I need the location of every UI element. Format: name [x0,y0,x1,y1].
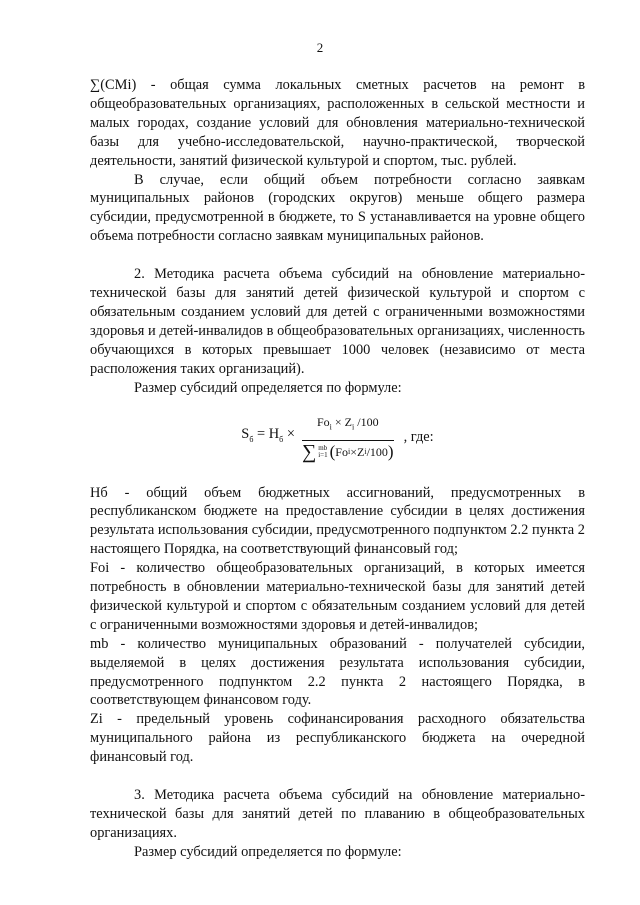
page-number: 2 [316,40,324,55]
paragraph-limit-note: В случае, если общий объем потребности согласно заявкам муниципальных районов (городских округов) меньше общего размера субсидии, предусмотренной в бюджете, то S устанавливается на уровне общего объема потребности согласно заявкам муниципальных районов. [90,171,585,245]
formula-denominator [302,441,394,462]
section-2-heading: 2. Методика расчета объема субсидий на обновление материально-технической базы для занятий детей физической культурой и спортом с обязательным созданием условий для детей с ограниченными возможностями здоровья и детей-инвалидов в общеобразовательных организациях, численность обучающихся в которых превышает 1000 человек (независимо от места расположения таких организаций). [90,266,585,377]
formula-times: × [286,426,295,443]
definition-zi: Zi - предельный уровень софинансирования расходного обязательства муниципального района из республиканского бюджета на очередной финансовый год. [90,711,585,766]
num-fo: Fo [316,415,330,430]
definition-cmi: ∑(СМi) - общая сумма локальных сметных расчетов на ремонт в общеобразовательных организациях, расположенных в сельской местности и малых городах, создание условий для обновления материально-технической базы для учебно-исследовательской, научно-практической, творческой деятельности, занятий физической культурой и спортом, тыс. рублей. [90,77,585,169]
den-fo-sub: i [347,446,351,456]
definition-foi: Foi - количество общеобразовательных организаций, в которых имеется потребность в обновлении материально-технической базы для занятий детей физической культурой и спортом с обязательным созданием условий для детей с ограниченными возможностями здоровья и детей-инвалидов; [90,560,585,633]
num-z-sub: i [352,422,355,432]
formula-h-sub: б [279,434,284,444]
formula-subsidy-sb [90,412,585,464]
paren-open: ( [329,441,336,461]
definition-nb: Нб - общий объем бюджетных ассигнований, предусмотренных в республиканском бюджете на предоставление субсидии в целях достижения результата использования субсидии, предусмотренного подпунктом 2.2 пункта 2 настоящего Порядка, на соответствующий финансовый год; [90,484,585,558]
section-3-heading: 3. Методика расчета объема субсидий на обновление материально-технической базы для занятий детей по плаванию в общеобразовательных организациях. [90,787,585,841]
num-fo-sub: i [329,422,332,432]
den-z: Z [357,444,365,459]
den-div: /100 [366,444,388,459]
sigma-symbol: ∑ [301,441,317,464]
document-body [90,76,585,862]
formula-numerator [311,413,385,439]
formula-s-sub: б [249,434,254,444]
formula-lhs [241,425,295,450]
definition-mb: mb - количество муниципальных образований - получателей субсидии, выделяемой в целях достижения результата использования субсидии, предусмотренного подпунктом 2.2 пункта 2 настоящего Порядка, в соответствующем финансовом году. [90,635,585,709]
num-z: Z [344,415,352,430]
den-z-sub: i [364,446,367,456]
sum-lower: i=1 [318,451,328,460]
num-div: /100 [357,415,379,430]
formula-intro-1: Размер субсидий определяется по формуле: [134,379,402,396]
formula-equals: = [257,426,266,443]
formula-h-symbol: Н [268,426,280,443]
formula-s-symbol: S [241,426,250,443]
den-times: × [350,444,357,459]
formula-fraction [301,413,394,464]
paren-close: ) [387,441,394,461]
formula-intro-2: Размер субсидий определяется по формуле: [134,843,402,860]
sum-upper: mb [318,444,328,453]
formula-where: , где: [403,429,434,446]
sum-limits [318,445,327,459]
num-times: × [334,415,342,430]
den-fo: Fo [335,444,348,459]
